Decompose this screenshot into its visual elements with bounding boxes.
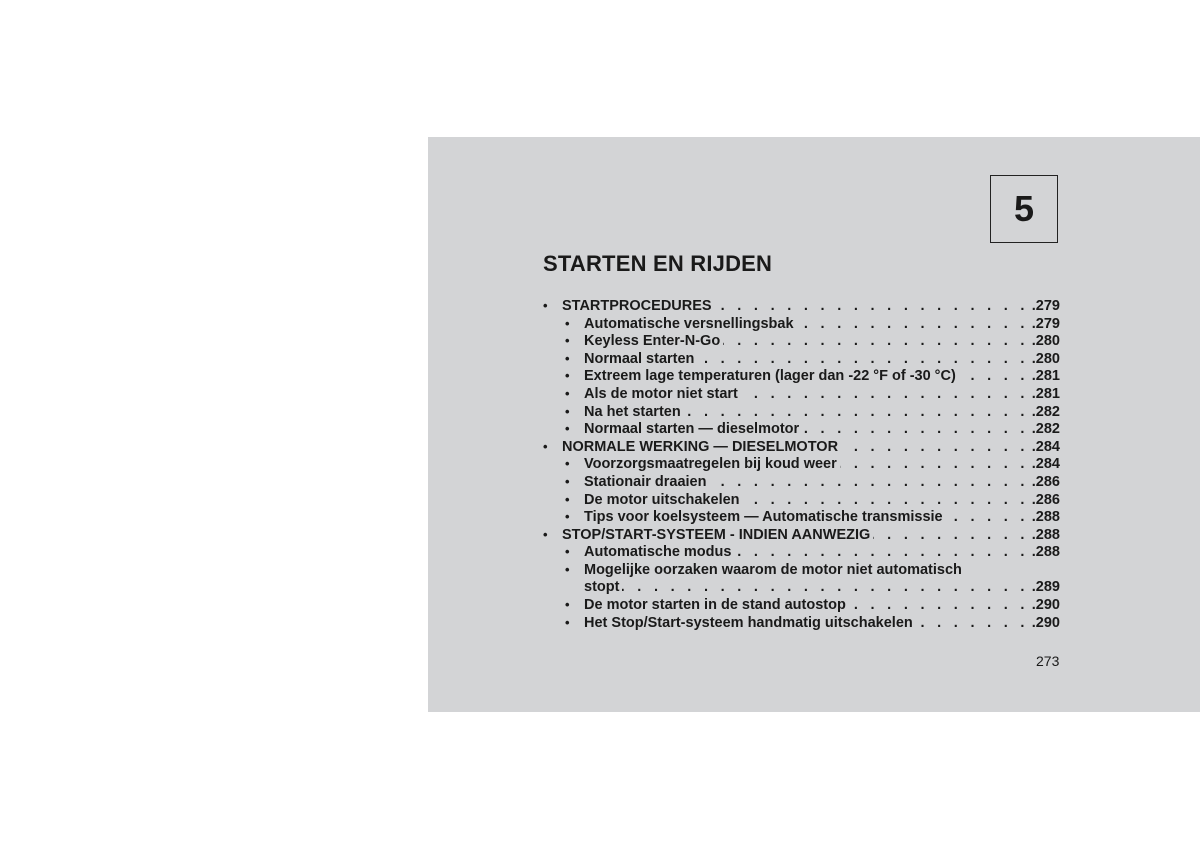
toc-entry-label: De motor starten in de stand autostop (584, 597, 846, 614)
dot-leader (959, 368, 1029, 386)
bullet-icon: • (565, 421, 570, 437)
bullet-icon: • (565, 456, 570, 472)
bullet-icon: • (565, 509, 570, 525)
dot-leader (873, 527, 1028, 545)
toc-entry[interactable] (543, 315, 1060, 333)
toc-entry[interactable] (543, 579, 1060, 597)
toc-entry[interactable] (543, 438, 1060, 456)
bullet-icon: • (565, 473, 570, 489)
bullet-icon: • (565, 368, 570, 384)
toc-entry-page: .284 (1031, 456, 1060, 473)
toc-entry-label: Mogelijke oorzaken waarom de motor niet automatisch (584, 561, 962, 578)
dot-leader (723, 333, 1029, 351)
toc-entry-page: .281 (1031, 368, 1060, 385)
toc-entry-label: Tips voor koelsysteem — Automatische transmissie (584, 509, 943, 526)
toc-entry-label: Stationair draaien (584, 473, 707, 490)
toc-entry[interactable] (543, 526, 1060, 544)
toc-entry-page: .280 (1031, 333, 1060, 350)
toc-entry-page: .288 (1031, 509, 1060, 526)
toc-entry-page: .282 (1031, 421, 1060, 438)
toc-entry-label: Als de motor niet start (584, 385, 738, 402)
dot-leader (741, 386, 1029, 404)
bullet-icon: • (565, 315, 570, 331)
dot-leader (709, 474, 1028, 492)
dot-leader (697, 351, 1028, 369)
toc-entry[interactable] (543, 350, 1060, 368)
toc-entry-label: Extreem lage temperaturen (lager dan -22 °F of -30 °C) (584, 368, 956, 385)
toc-entry-page: .289 (1031, 578, 1060, 595)
toc-entry[interactable] (543, 420, 1060, 438)
toc-entry-label: NORMALE WERKING — DIESELMOTOR (562, 438, 839, 455)
toc-entry-label: STOP/START-SYSTEEM - INDIEN AANWEZIG (562, 526, 871, 543)
table-of-contents (543, 297, 1060, 631)
toc-entry-page: .284 (1031, 438, 1060, 455)
toc-entry-page: .282 (1031, 403, 1060, 420)
bullet-icon: • (565, 597, 570, 613)
toc-entry-page: .290 (1031, 597, 1060, 614)
dot-leader (734, 544, 1028, 562)
dot-leader (849, 597, 1029, 615)
bullet-icon: • (565, 333, 570, 349)
bullet-icon: • (543, 298, 548, 313)
chapter-number: 5 (1013, 188, 1035, 229)
bullet-icon: • (565, 491, 570, 507)
toc-entry-label: Automatische modus (584, 544, 732, 561)
dot-leader (841, 439, 1029, 457)
toc-entry[interactable] (543, 455, 1060, 473)
toc-entry-page: .290 (1031, 614, 1060, 631)
toc-entry-label: Na het starten (584, 403, 681, 420)
toc-entry[interactable] (543, 614, 1060, 632)
toc-entry[interactable] (543, 473, 1060, 491)
toc-entry-page: .279 (1031, 298, 1060, 314)
bullet-icon: • (565, 385, 570, 401)
toc-entry-page: .286 (1031, 473, 1060, 490)
toc-entry[interactable] (543, 385, 1060, 403)
toc-entry-label: stopt (584, 578, 620, 595)
dot-leader (622, 579, 1028, 597)
toc-entry[interactable] (543, 491, 1060, 509)
toc-entry-label: Normaal starten (584, 350, 695, 367)
dot-leader (743, 492, 1029, 510)
dot-leader (684, 404, 1029, 422)
chapter-title: STARTEN EN RIJDEN (543, 251, 773, 276)
bullet-icon: • (543, 526, 548, 542)
bullet-icon: • (565, 403, 570, 419)
toc-entry-page: .279 (1031, 315, 1060, 332)
toc-entry-page: .281 (1031, 385, 1060, 402)
toc-entry[interactable] (543, 596, 1060, 614)
toc-entry-label: Keyless Enter-N-Go (584, 333, 721, 350)
toc-entry-label: Het Stop/Start-systeem handmatig uitschakelen (584, 614, 913, 631)
bullet-icon: • (543, 438, 548, 454)
toc-entry[interactable] (543, 367, 1060, 385)
toc-entry-page: .288 (1031, 544, 1060, 561)
dot-leader (840, 456, 1029, 474)
toc-entry-label: Voorzorgsmaatregelen bij koud weer (584, 456, 837, 473)
bullet-icon: • (565, 350, 570, 366)
toc-entry[interactable] (543, 297, 1060, 315)
page-number: 273 (1036, 653, 1060, 669)
toc-entry[interactable] (543, 403, 1060, 421)
toc-entry[interactable] (543, 332, 1060, 350)
toc-entry[interactable] (543, 561, 1060, 579)
bullet-icon: • (565, 561, 570, 577)
dot-leader (715, 298, 1029, 316)
toc-entry-label: De motor uitschakelen (584, 491, 740, 508)
manual-page (428, 137, 1200, 712)
toc-entry-label: Normaal starten — dieselmotor (584, 421, 800, 438)
toc-entry-label: Automatische versnellingsbak (584, 315, 794, 332)
bullet-icon: • (565, 544, 570, 560)
bullet-icon: • (565, 614, 570, 630)
toc-entry-page: .286 (1031, 491, 1060, 508)
dot-leader (946, 509, 1029, 527)
toc-entry-page: .288 (1031, 526, 1060, 543)
toc-entry[interactable] (543, 508, 1060, 526)
dot-leader (797, 316, 1029, 334)
chapter-number-box (990, 175, 1058, 243)
dot-leader (802, 421, 1029, 439)
toc-entry-label: STARTPROCEDURES (562, 298, 712, 314)
dot-leader (916, 615, 1029, 633)
toc-entry-page: .280 (1031, 350, 1060, 367)
toc-entry[interactable] (543, 543, 1060, 561)
